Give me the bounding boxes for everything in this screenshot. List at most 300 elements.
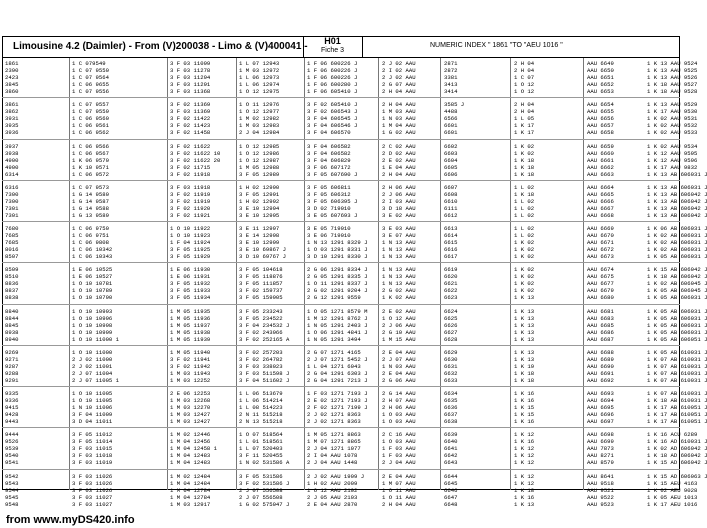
table-cell: 6614 xyxy=(444,232,458,240)
table-cell: 3 F 02 11622 xyxy=(170,142,211,150)
table-cell: 9288 xyxy=(5,369,19,377)
table-cell: AAU 6691 xyxy=(587,369,614,377)
table-cell: 6635 xyxy=(444,397,458,405)
table-row xyxy=(2,486,698,494)
table-cell: 2 I 04 AAU 1078 xyxy=(307,452,358,460)
table-cell: 3 F 04 606582 xyxy=(307,149,351,157)
table-cell: 6638 xyxy=(444,418,458,426)
table-cell: 6314 xyxy=(5,170,19,178)
table-cell: 3862 xyxy=(5,108,19,116)
table-cell: 1 K 15 AEU 4163 xyxy=(647,479,698,487)
table-row xyxy=(2,362,707,370)
table-cell: 3 F 02 11423 xyxy=(170,122,211,130)
table-cell: 3 F 02 11422 xyxy=(170,115,211,123)
table-row xyxy=(2,122,698,130)
table-cell: 2 J 07 AAU xyxy=(382,355,416,363)
table-cell: 1 O 10 10789 xyxy=(72,287,113,295)
numeric-index-label: NUMERIC INDEX " 1861 "TO "AEU 1016 " xyxy=(430,42,563,49)
table-cell: 1 L 08 514223 xyxy=(239,404,283,412)
table-cell: 1 C 079549 xyxy=(72,60,106,67)
table-row xyxy=(2,74,698,82)
table-row xyxy=(2,369,707,377)
table-cell: 2 J 06 AAU xyxy=(382,321,416,329)
table-cell: 3 F 11 520455 xyxy=(239,452,283,460)
table-cell: 3 E 07 AAU xyxy=(382,232,416,240)
table-cell: 1 L 06 513679 xyxy=(239,390,283,397)
group-divider xyxy=(2,386,680,387)
table-cell: 2 H 04 xyxy=(514,108,535,116)
table-cell: 3 F 05 606312 xyxy=(307,190,351,198)
table-cell: 4900 xyxy=(5,163,19,171)
table-cell: 1 N 03 AAU xyxy=(382,115,416,123)
table-cell: 6566 xyxy=(444,115,458,123)
table-cell: 1 K 06 AB 606031 J xyxy=(647,225,707,232)
table-cell: 6610 xyxy=(444,197,458,205)
table-cell: 1 K 17 AB 610051 J xyxy=(647,411,707,419)
table-cell: 1 K 02 xyxy=(514,239,535,247)
table-cell: 1 C 07 9564 xyxy=(72,74,109,82)
table-cell: 1 L 02 xyxy=(514,211,535,219)
table-row xyxy=(2,115,698,123)
table-cell: AAU 6677 xyxy=(587,280,614,288)
table-cell: 2 H 04 AAU xyxy=(382,88,416,96)
table-cell: 2 J 07 556508 xyxy=(239,486,283,494)
table-cell: 1 K 18 xyxy=(514,163,535,171)
table-cell: 1 H 02 AAU 2009 xyxy=(307,479,358,487)
table-cell: 6642 xyxy=(444,452,458,460)
table-cell: 1 K 13 xyxy=(514,335,535,343)
table-cell: AAU 6686 xyxy=(587,328,614,336)
table-cell: AAU 6680 xyxy=(587,294,614,302)
table-cell: AAU 6672 xyxy=(587,246,614,254)
table-cell: 1 F 06 605410 J xyxy=(307,88,358,96)
table-cell: 2 E 04 AAU 2870 xyxy=(307,500,358,508)
table-cell: 9336 xyxy=(5,397,19,405)
table-cell: AAU 6674 xyxy=(587,266,614,274)
table-cell: 1 K 02 xyxy=(514,246,535,254)
table-cell: 6646 xyxy=(444,486,458,494)
table-cell: AAU 6666 xyxy=(587,197,614,205)
table-cell: AAU 9522 xyxy=(587,493,614,501)
table-cell: 3 F 03 11027 xyxy=(72,500,113,508)
header-divider xyxy=(362,36,363,58)
table-cell: 3 F 04 606829 xyxy=(307,156,351,164)
table-cell: 1 M 03 12427 xyxy=(170,411,211,419)
table-row xyxy=(2,431,698,439)
table-cell: 1 K 12 AAU 9596 xyxy=(647,156,698,164)
table-cell: AAU 6695 xyxy=(587,404,614,412)
table-cell: 3 F 05 11012 xyxy=(72,431,113,439)
table-cell: 1 O 12 12977 xyxy=(239,108,280,116)
table-cell: 9541 xyxy=(5,459,19,467)
table-cell: 1 K 13 xyxy=(514,328,535,336)
table-cell: 8510 xyxy=(5,273,19,281)
table-cell: 2 J 07 1271 5452 J xyxy=(307,355,368,363)
table-cell: 1 M 03 12972 xyxy=(239,67,280,75)
table-row xyxy=(2,190,707,198)
table-cell: 3 F 05 11934 xyxy=(170,294,211,302)
table-cell: 3 F 03 338023 xyxy=(239,362,283,370)
table-cell: 3 F 05 111857 xyxy=(239,280,283,288)
table-cell: 1 K 18 xyxy=(514,376,535,384)
table-cell: 3 F 02 11369 xyxy=(170,101,211,109)
table-cell: 3 F 02 605410 J xyxy=(307,101,358,109)
table-cell: 6631 xyxy=(444,362,458,370)
table-cell: 1 O 10 11005 xyxy=(72,390,113,397)
table-cell: 1 K 02 AEU 9028 xyxy=(647,486,698,494)
table-row xyxy=(2,149,698,157)
table-cell: 3 F 04 234532 J xyxy=(239,321,290,329)
table-row xyxy=(2,232,707,240)
table-cell: AAU 8641 xyxy=(587,472,614,480)
group-divider xyxy=(2,427,680,428)
table-cell: 1 K 16 ACU 6289 xyxy=(647,431,698,439)
table-cell: 1 K 13 xyxy=(514,321,535,329)
table-cell: AAU 6683 xyxy=(587,314,614,322)
table-cell: 1 C 06 9561 xyxy=(72,122,109,130)
table-cell: 1 C 06 9655 xyxy=(72,81,109,89)
table-cell: 3 F 03 11369 xyxy=(170,108,211,116)
table-cell: 1 K 05 AB 606031 J xyxy=(647,328,707,336)
table-cell: 1 L 05 xyxy=(514,115,535,123)
table-cell: 8838 xyxy=(5,294,19,302)
table-cell: 1 L 06 514214 xyxy=(239,397,283,405)
table-cell: 3 E 10 69867 J xyxy=(239,246,286,254)
table-cell: 6623 xyxy=(444,294,458,302)
table-cell: 1 N 13 AAU xyxy=(382,239,416,247)
table-cell: 3 F 03 11026 xyxy=(72,486,113,494)
table-cell: 1 L 02 xyxy=(514,225,535,232)
table-cell: 1 M 05 11937 xyxy=(170,321,211,329)
table-cell: 1 N 10 11006 xyxy=(72,404,113,412)
table-cell: 3 F 02 11918 xyxy=(170,170,211,178)
table-cell: 3 F 02 11942 xyxy=(170,362,211,370)
table-cell: 3 E 10 12995 xyxy=(239,211,280,219)
table-cell: 3585 J xyxy=(444,101,465,109)
table-cell: 1 M 03 12427 xyxy=(170,418,211,426)
table-cell: AAU 6663 xyxy=(587,170,614,178)
table-cell: 1 O 10 11000 1 xyxy=(72,335,119,343)
table-cell: 1 K 05 AB 606031 J xyxy=(647,314,707,322)
table-cell: 1 M 03 12268 xyxy=(170,397,211,405)
table-cell: 1 M 02 12982 xyxy=(239,115,280,123)
table-row xyxy=(2,411,707,419)
table-cell: 2 J 02 1271 8363 xyxy=(307,411,361,419)
group-divider xyxy=(2,345,680,346)
table-cell: 3 F 02 11622 20 xyxy=(170,156,221,164)
table-cell: 9539 xyxy=(5,445,19,453)
table-cell: 1 N 13 AAU xyxy=(382,273,416,281)
table-cell: 2871 xyxy=(444,60,458,67)
table-cell: 1 L 02 xyxy=(514,232,535,240)
table-cell: 4900 xyxy=(5,156,19,164)
table-cell: 1 O 10 10996 xyxy=(72,314,113,322)
table-cell: 3 F 02 11921 xyxy=(170,211,211,219)
table-cell: 1 K 07 AB 610031 J xyxy=(647,376,707,384)
table-cell: 1 M 03 12252 xyxy=(170,376,211,384)
table-cell: 9415 xyxy=(5,404,19,412)
table-cell: 3 F 02 11920 xyxy=(170,204,211,212)
table-cell: 6615 xyxy=(444,239,458,247)
table-cell: 6613 xyxy=(444,225,458,232)
table-cell: 8836 xyxy=(5,280,19,288)
table-cell: 2 J 02 AAU xyxy=(382,74,416,82)
table-cell: 3 F 04 606545 J xyxy=(307,115,358,123)
table-cell: 9269 xyxy=(5,348,19,356)
table-cell: 1 C 07 xyxy=(514,74,535,82)
table-cell: 6605 xyxy=(444,163,458,171)
table-cell: 2 G 10 AAU xyxy=(382,328,416,336)
table-cell: 3 D 18 AAU xyxy=(382,204,416,212)
table-cell: 1 K 16 AD 610031 J xyxy=(647,438,707,446)
group-divider xyxy=(2,262,680,263)
fiche-number: Fiche 3 xyxy=(321,47,344,54)
table-cell: 8938 xyxy=(5,328,19,336)
table-cell: 1 O 10 10999 xyxy=(72,328,113,336)
table-row xyxy=(2,479,698,487)
table-cell: 3 F 06 607172 xyxy=(307,163,351,171)
table-cell: 6624 xyxy=(444,307,458,315)
table-cell: 1 K 02 AAU 9533 xyxy=(647,129,698,137)
table-row xyxy=(2,335,707,343)
table-cell: 2 H 06 AAU xyxy=(382,183,416,191)
table-cell: 2 I 03 AAU xyxy=(382,197,416,205)
table-cell: 7680 xyxy=(5,225,19,232)
table-cell: 1 K 05 AB 606031 J xyxy=(647,253,707,261)
table-cell: 2 G 06 1291 8334 J xyxy=(307,266,368,274)
table-cell: 6632 xyxy=(444,369,458,377)
table-cell: 1 N 03 AAU xyxy=(382,362,416,370)
table-cell: 3 F 02 11622 10 xyxy=(170,149,221,157)
group-divider xyxy=(2,469,680,470)
table-cell: 9428 xyxy=(5,411,19,419)
table-cell: 1 M 05 12988 xyxy=(239,163,280,171)
table-cell: 1 M 05 11938 xyxy=(170,328,211,336)
table-cell: 9542 xyxy=(5,472,19,480)
table-cell: 2 G 02 AAU xyxy=(382,287,416,295)
table-cell: 3 E 02 AAU xyxy=(382,211,416,219)
table-cell: 6607 xyxy=(444,183,458,191)
table-cell: 3 F 02 11458 xyxy=(170,129,211,137)
table-cell: 6629 xyxy=(444,348,458,356)
table-cell: 3 F 05 233243 xyxy=(239,307,283,315)
table-cell: 3 F 03 11918 xyxy=(170,183,211,191)
table-cell: 1 K 17 xyxy=(514,129,535,137)
table-cell: AAU 6698 xyxy=(587,431,614,439)
table-cell: 1 M 07 AAU xyxy=(382,479,416,487)
table-cell: 1 K 05 AEU 1013 xyxy=(647,493,698,501)
table-cell: 2 J 04 12984 xyxy=(239,129,280,137)
table-cell: AAU 6654 xyxy=(587,101,614,109)
table-cell: 9443 xyxy=(5,418,19,426)
table-cell: 3 F 05 11014 xyxy=(72,438,113,446)
table-cell: 6630 xyxy=(444,355,458,363)
table-cell: 1 M 02 12484 xyxy=(170,472,211,480)
table-cell: 1 K 15 AB 606042 J xyxy=(647,266,707,274)
table-cell: 2 H 06 AAU xyxy=(382,404,416,412)
table-cell: 2 E 02 AAU xyxy=(382,156,416,164)
table-cell: AAU 6660 xyxy=(587,149,614,157)
table-cell: 1 K 17 AB 610051 J xyxy=(647,418,707,426)
table-cell: 1 M 05 11939 xyxy=(170,335,211,343)
table-cell: AAU 6668 xyxy=(587,211,614,219)
table-row xyxy=(2,321,707,329)
table-row xyxy=(2,438,707,446)
table-cell: AAU 6693 xyxy=(587,390,614,397)
table-cell: 3 F 02 264782 xyxy=(239,355,283,363)
table-cell: 1 K 02 xyxy=(514,253,535,261)
table-cell: 1 M 04 12483 xyxy=(170,452,211,460)
table-cell: 3 F 05 11925 xyxy=(170,246,211,254)
table-row xyxy=(2,225,707,232)
table-cell: 3 F 02 606543 J xyxy=(307,108,358,116)
table-cell: 1 O 12 12986 xyxy=(239,149,280,157)
table-cell: AAU 6649 xyxy=(587,60,614,67)
table-cell: 1 O 11 1291 8337 J xyxy=(307,280,368,288)
table-cell: AAU 6697 xyxy=(587,418,614,426)
table-cell: 1 C 06 9560 xyxy=(72,115,109,123)
table-cell: 1 M 02 12446 xyxy=(170,431,211,439)
table-cell: 1 E 04 AAU xyxy=(382,163,416,171)
table-cell: AAU 6699 xyxy=(587,438,614,446)
table-cell: AAU 6669 xyxy=(587,225,614,232)
table-cell: 2 J 02 11000 xyxy=(72,355,113,363)
table-cell: 2 E 04 AAU xyxy=(382,348,416,356)
table-cell: 7301 xyxy=(5,211,19,219)
table-cell: 1 K 13 xyxy=(514,314,535,322)
table-cell: 3 D 02 719010 xyxy=(307,204,351,212)
table-cell: 3 F 03 11027 xyxy=(72,493,113,501)
table-cell: 3 E 06 719010 xyxy=(307,232,351,240)
table-cell: AAU 6651 xyxy=(587,74,614,82)
table-cell: 3 F 05 11932 xyxy=(170,280,211,288)
table-row xyxy=(2,452,707,460)
table-cell: 3 F 04 606570 xyxy=(307,129,351,137)
table-cell: 1 O 07 518564 xyxy=(239,431,283,439)
table-cell: AAU 6652 xyxy=(587,81,614,89)
table-cell: 2 G 07 1271 4165 xyxy=(307,348,361,356)
table-cell: 1 E 06 10525 xyxy=(72,266,113,274)
table-cell: 6641 xyxy=(444,445,458,453)
table-cell: 1 O 10 10781 xyxy=(72,280,113,288)
table-cell: 1 K 02 xyxy=(514,273,535,281)
table-cell: 9291 xyxy=(5,376,19,384)
table-cell: 6619 xyxy=(444,266,458,274)
table-cell: 1 K 13 AB 606042 J xyxy=(647,211,707,219)
table-cell: 3931 xyxy=(5,115,19,123)
table-row xyxy=(2,253,707,261)
table-cell: 2 N 11 515218 xyxy=(239,411,283,419)
table-cell: 1 E 06 11930 xyxy=(170,266,211,274)
table-cell: 3 E 03 AAU xyxy=(382,225,416,232)
table-cell: 1 K 02 AB 606031 J xyxy=(647,246,707,254)
table-cell: 1 K 05 AB 610031 J xyxy=(647,348,707,356)
table-row xyxy=(2,493,698,501)
table-cell: 1 K 02 xyxy=(514,266,535,274)
table-cell: 1 M 03 12917 xyxy=(170,500,211,508)
table-cell: AAU 9518 xyxy=(587,479,614,487)
table-cell: 1 K 12 xyxy=(514,459,535,467)
table-cell: 2 G 02 1291 9204 J xyxy=(307,287,368,295)
table-cell: 3 E 05 607693 J xyxy=(307,211,358,219)
table-cell: 1 K 18 AB 606042 J xyxy=(647,273,707,281)
table-cell: 1 K 17 AB 610051 J xyxy=(647,404,707,412)
table-cell: AAU 7873 xyxy=(587,445,614,453)
table-cell: 3 F 05 606395 J xyxy=(307,197,358,205)
table-cell: 2 H 04 AAU xyxy=(382,101,416,109)
table-cell: 3 F 02 252165 A xyxy=(239,335,290,343)
table-cell: 1 M 05 1271 8863 xyxy=(307,431,361,439)
table-cell: 3 F 02 11715 xyxy=(170,163,211,171)
table-cell: 1 K 13 xyxy=(514,348,535,356)
table-cell: 1 K 15 xyxy=(514,411,535,419)
table-cell: 9526 xyxy=(5,438,19,446)
table-cell: 2 J 04 1271 1077 xyxy=(307,445,361,453)
table-cell: 2 J 07 556508 xyxy=(239,493,283,501)
table-cell: 1 O 03 AAU xyxy=(382,438,416,446)
table-cell: AAU 6688 xyxy=(587,348,614,356)
table-cell: AAU 6658 xyxy=(587,129,614,137)
table-cell: 1 F 03 1271 7193 J xyxy=(307,390,368,397)
table-cell: 3 F 05 11933 xyxy=(170,287,211,295)
table-row xyxy=(2,156,698,164)
table-cell: 1 O 11 AAU xyxy=(382,493,416,501)
table-cell: 2 G 04 1291 6303 J xyxy=(307,369,368,377)
table-cell: 1 M 04 12458 1 xyxy=(170,445,217,453)
table-cell: 1 K 13 AB 606042 J xyxy=(647,204,707,212)
table-cell: 8845 xyxy=(5,321,19,329)
table-cell: 9444 xyxy=(5,431,19,439)
table-cell: 8837 xyxy=(5,287,19,295)
table-cell: 9335 xyxy=(5,390,19,397)
table-cell: 6634 xyxy=(444,390,458,397)
table-cell: 6621 xyxy=(444,280,458,288)
table-cell: 3 F 05 12991 xyxy=(239,190,280,198)
table-cell: 1 L 07 520403 xyxy=(239,445,283,453)
table-cell: 2 J 04 AAU xyxy=(382,459,416,467)
table-cell: AAU 6687 xyxy=(587,335,614,343)
table-cell: 6602 xyxy=(444,142,458,150)
table-cell: AAU 6664 xyxy=(587,183,614,191)
table-cell: 2 G 06 AAU xyxy=(382,376,416,384)
table-cell: 1 F 06 600226 J xyxy=(307,74,358,82)
table-row xyxy=(2,246,707,254)
table-cell: 2 J 02 AAU 1909 J xyxy=(307,472,365,480)
table-cell: 1 K 02 AB 606031 J xyxy=(647,239,707,247)
table-cell: 1 K 02 xyxy=(514,280,535,288)
table-cell: 1 N 05 1291 3494 xyxy=(307,335,361,343)
table-cell: 6637 xyxy=(444,411,458,419)
table-cell: 1 C 06 10343 xyxy=(72,253,113,261)
table-cell: 1 G 13 9589 xyxy=(72,211,109,219)
table-cell: 7300 xyxy=(5,190,19,198)
table-row xyxy=(2,328,707,336)
table-cell: 1 O 12 12985 xyxy=(239,142,280,150)
table-cell: 7300 xyxy=(5,197,19,205)
document-title: Limousine 4.2 (Daimler) - From (V)200038 - Limo & (V)400041 - xyxy=(13,41,308,52)
table-cell: 2 G 04 1291 7213 J xyxy=(307,376,368,384)
table-cell: 1 M 04 12483 xyxy=(170,459,211,467)
table-cell: 1 K 13 AAU 9525 xyxy=(647,67,698,75)
table-cell: 6617 xyxy=(444,253,458,261)
table-cell: 1 M 05 11936 xyxy=(170,314,211,322)
table-cell: AAU 6667 xyxy=(587,204,614,212)
table-cell: 6316 xyxy=(5,183,19,191)
table-cell: 1 K 05 AB 606031 J xyxy=(647,294,707,302)
group-divider xyxy=(2,139,680,140)
table-cell: 3 F 02 11919 xyxy=(170,190,211,198)
table-cell: 1 O 10 11000 xyxy=(72,348,113,356)
